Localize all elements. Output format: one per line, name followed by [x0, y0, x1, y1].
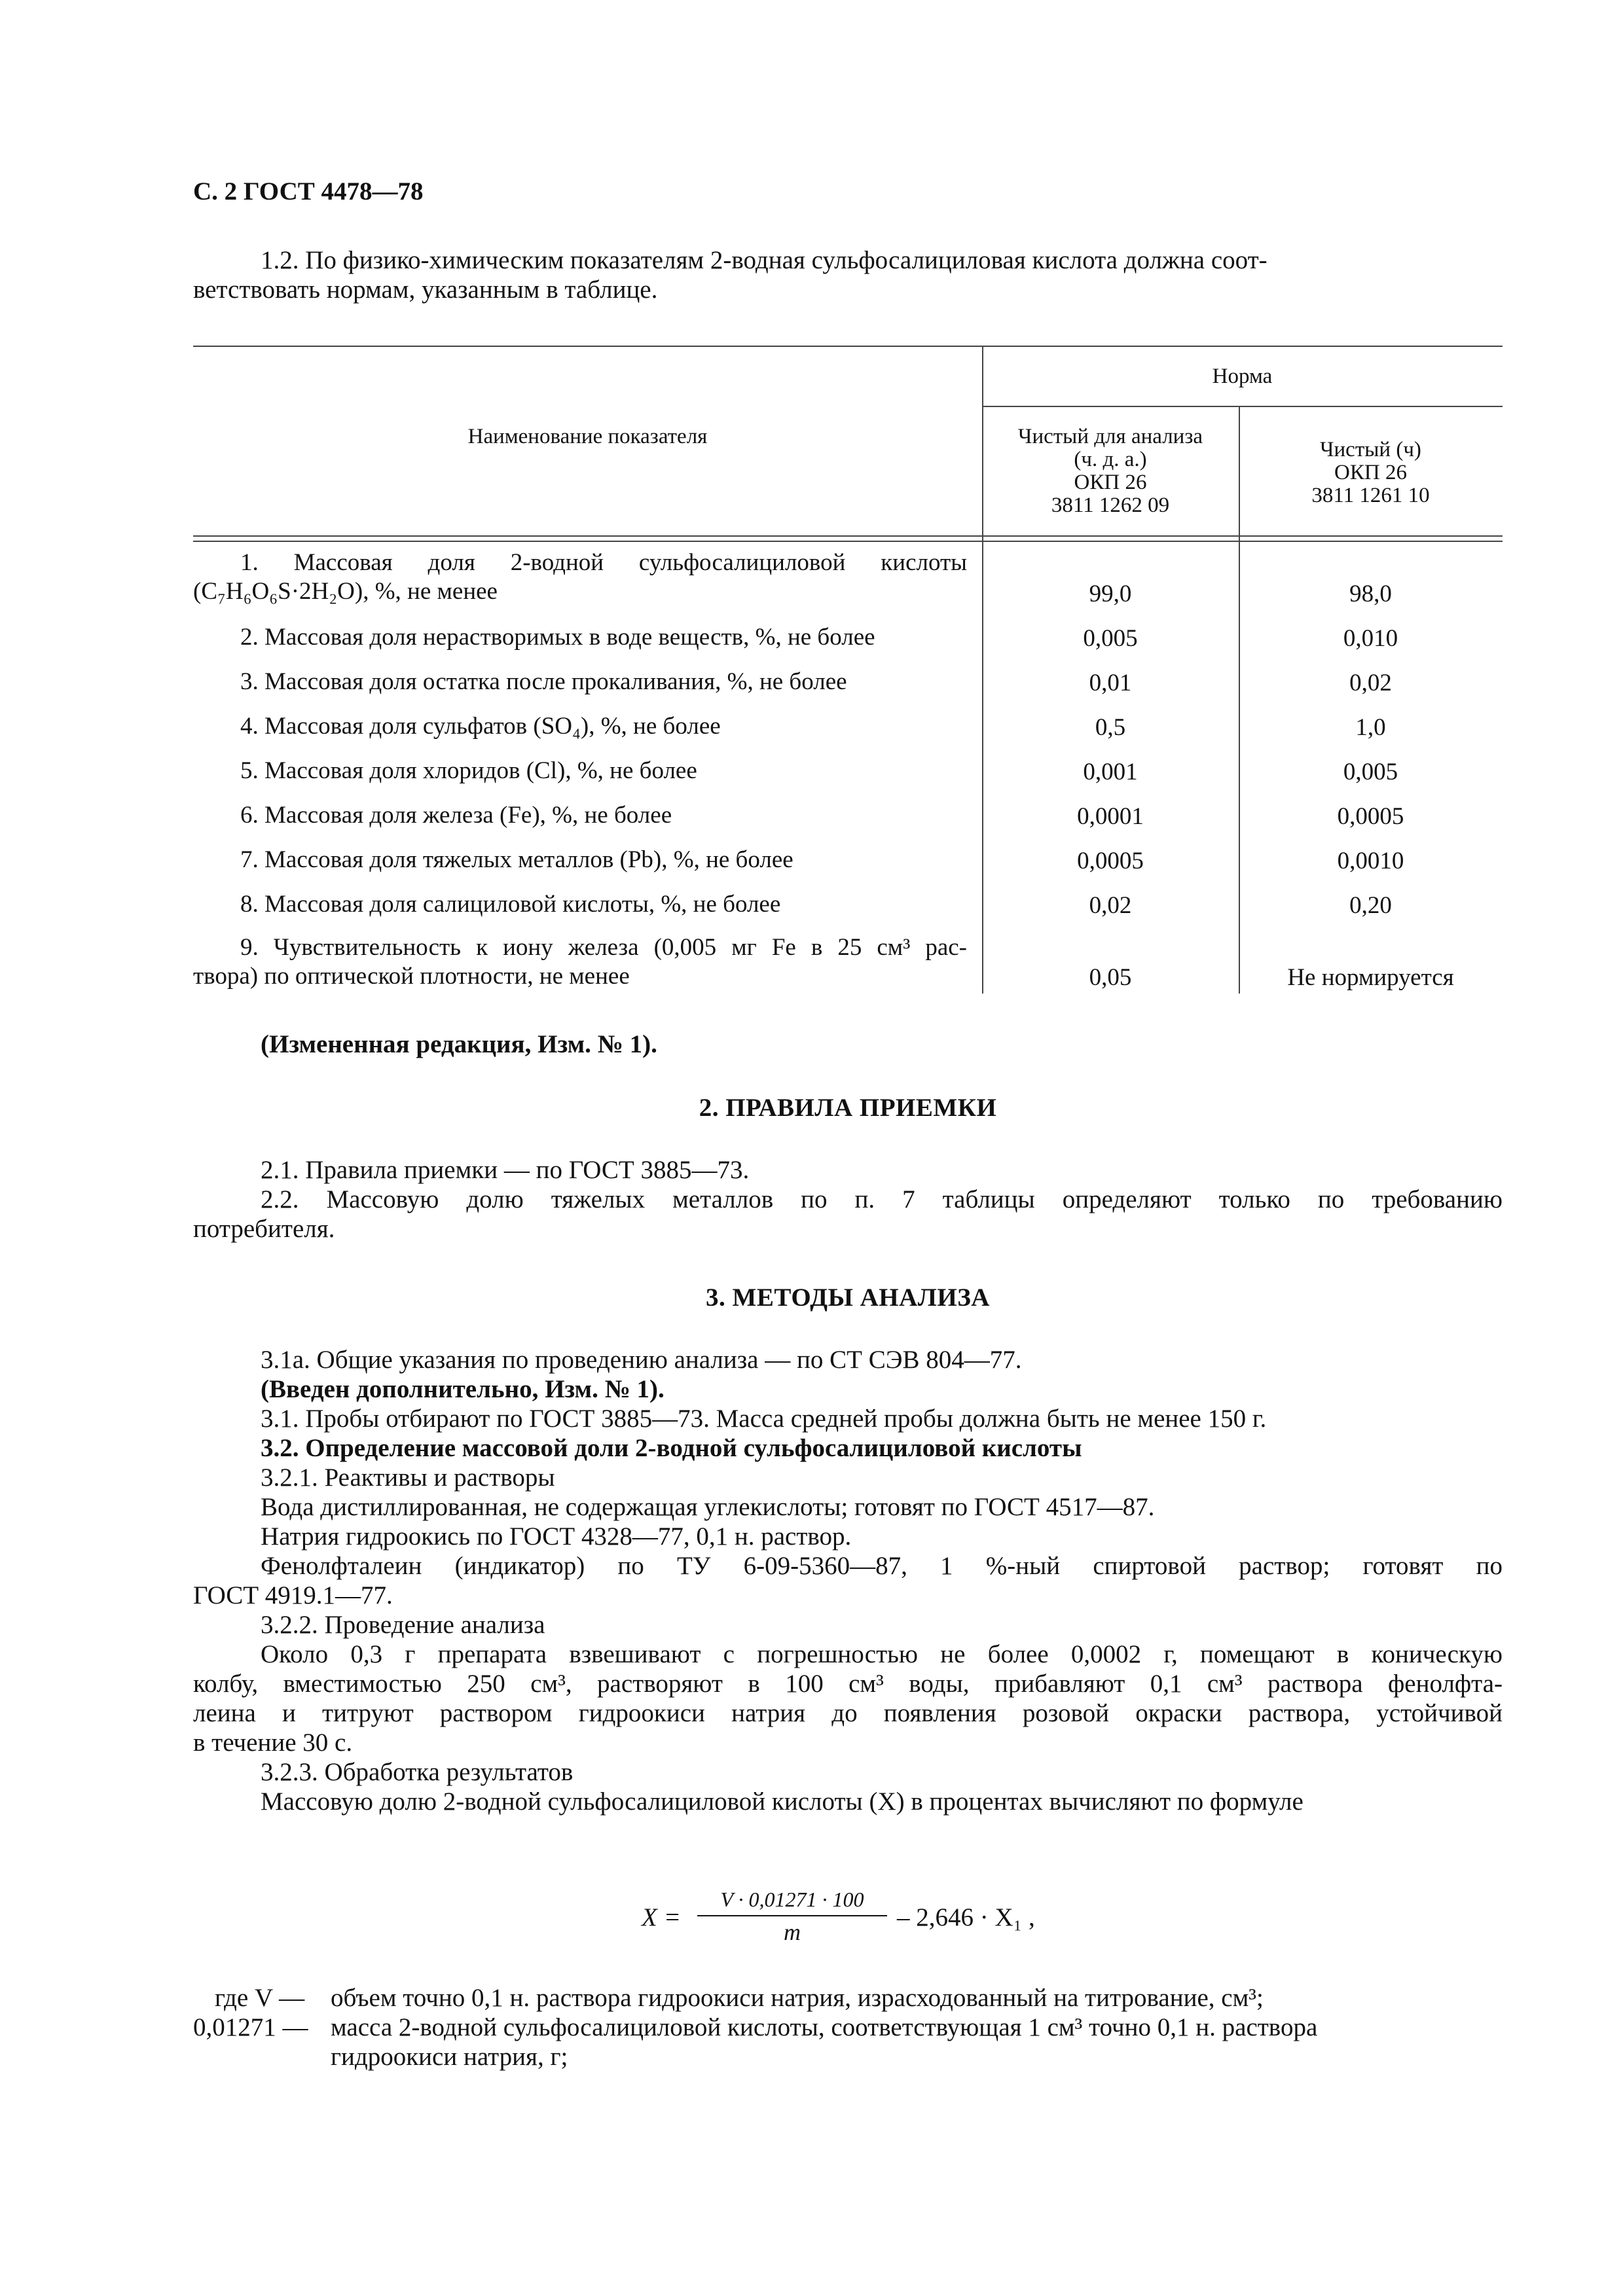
paragraph-line: в течение 30 с. [193, 1729, 353, 1757]
col-b-header [1239, 439, 1503, 507]
table-cell-a: 0,005 [1083, 625, 1138, 652]
where-key-2: 0,01271 — [193, 2013, 308, 2041]
table-cell-a: 0,0005 [1077, 848, 1144, 874]
where-text-line: гидроокиси натрия, г; [331, 2043, 568, 2071]
col-a-header-line: ОКП 26 [1074, 471, 1147, 494]
table-cell-a: 0,001 [1083, 759, 1138, 785]
col-b-header-line: ОКП 26 [1334, 461, 1407, 484]
paragraph-line: Около 0,3 г препарата взвешивают с погрешностью не более 0,0002 г, помещают в коническую [261, 1640, 1503, 1668]
formula-denominator: m [784, 1919, 801, 1945]
table-row-name: 5. Массовая доля хлоридов (Cl), %, не более [240, 757, 697, 784]
row-name-line: твора) по оптической плотности, не менее [193, 963, 630, 990]
paragraph-line: Вода дистиллированная, не содержащая углекислоты; готовят по ГОСТ 4517—87. [261, 1493, 1155, 1521]
norm-header-divider [982, 406, 1503, 407]
paragraph-2-1 [193, 1155, 1503, 1244]
col-b-header-line: Чистый (ч) [1320, 438, 1421, 461]
col-b-header-line: 3811 1261 10 [1311, 484, 1430, 507]
table-cell-b: 0,0010 [1337, 848, 1404, 874]
table-top-border [193, 346, 1503, 347]
norms-table [193, 346, 1503, 994]
table-row-name: 2. Массовая доля нерастворимых в воде веществ, %, не более [240, 624, 875, 651]
paragraph-line: колбу, вместимостью 250 см³, растворяют в 100 см³ воды, прибавляют 0,1 см³ раствора фенолфта- [193, 1670, 1503, 1698]
paragraph-line: (Введен дополнительно, Изм. № 1). [261, 1375, 665, 1403]
amendment-note: (Измененная редакция, Изм. № 1). [261, 1030, 657, 1058]
formula [642, 1886, 1113, 1958]
table-cell-a: 0,01 [1089, 670, 1132, 696]
intro-line-2: ветствовать нормам, указанным в таблице. [193, 276, 658, 304]
paragraph-line: Фенолфталеин (индикатор) по ТУ 6-09-5360—87, 1 %-ный спиртовой раствор; готовят по [261, 1552, 1503, 1580]
table-cell-b: 0,010 [1343, 625, 1398, 652]
table-cell-a: 0,0001 [1077, 803, 1144, 830]
col-a-header-line: Чистый для анализа [1018, 425, 1203, 448]
table-cell-b: 0,0005 [1337, 803, 1404, 830]
row-name-line: 1. Массовая доля 2-водной сульфосалициловой кислоты [240, 549, 967, 576]
paragraph-line: Натрия гидроокись по ГОСТ 4328—77, 0,1 н. раствор. [261, 1522, 852, 1551]
norm-header: Норма [1212, 365, 1273, 388]
table-row-name: 7. Массовая доля тяжелых металлов (Pb), %, не более [240, 846, 793, 873]
formula-numerator: V · 0,01271 · 100 [720, 1888, 864, 1911]
table-cell-a: 0,02 [1089, 892, 1132, 919]
intro-line-1: 1.2. По физико-химическим показателям 2-водная сульфосалициловая кислота должна соот- [261, 246, 1267, 274]
table-row-name: 4. Массовая доля сульфатов (SO₄), %, не более [240, 713, 721, 740]
table-row-name [193, 548, 967, 606]
paragraph-line: Массовую долю 2-водной сульфосалициловой кислоты (X) в процентах вычисляют по формуле [261, 1787, 1304, 1816]
paragraph-line: леина и титруют раствором гидроокиси натрия до появления розовой окраски раствора, устойчивой [193, 1699, 1503, 1727]
section-3-title: 3. МЕТОДЫ АНАЛИЗА [706, 1283, 990, 1312]
fraction-bar [697, 1915, 887, 1916]
section-2-title: 2. ПРАВИЛА ПРИЕМКИ [699, 1094, 997, 1122]
table-cell-a: 0,5 [1095, 714, 1126, 741]
formula-fraction [697, 1886, 887, 1945]
table-row-name: 8. Массовая доля салициловой кислоты, %, не более [240, 891, 781, 918]
table-cell-b: 1,0 [1355, 714, 1386, 741]
where-text-1: объем точно 0,1 н. раствора гидроокиси натрия, израсходованный на титрование, см³; [331, 1984, 1264, 2012]
table-row-name: 6. Массовая доля железа (Fe), %, не более [240, 802, 672, 829]
header-bottom-border-double [193, 541, 1503, 542]
table-cell-b: 0,005 [1343, 759, 1398, 785]
table-cell-b: Не нормируется [1287, 964, 1454, 991]
col-a-header-line: 3811 1262 09 [1051, 493, 1170, 517]
paragraph-line: потребителя. [193, 1215, 335, 1243]
paragraph-line: 3.2. Определение массовой доли 2-водной сульфосалициловой кислоты [261, 1434, 1082, 1462]
table-cell-b: 98,0 [1349, 581, 1392, 607]
col-name-header: Наименование показателя [467, 425, 708, 448]
row-name-line: (C₇H₆O₆S·2H₂O), %, не менее [193, 578, 498, 605]
page-header: С. 2 ГОСТ 4478—78 [193, 177, 424, 206]
col-a-header-line: (ч. д. а.) [1074, 448, 1147, 471]
formula-rest: – 2,646 · X₁ , [897, 1903, 1035, 1931]
paragraph-line: 3.1. Пробы отбирают по ГОСТ 3885—73. Масса средней пробы должна быть не менее 150 г. [261, 1405, 1267, 1433]
table-cell-b: 0,02 [1349, 670, 1392, 696]
row-name-line: 9. Чувствительность к иону железа (0,005 мг Fe в 25 см³ рас- [240, 934, 967, 961]
where-text-line: масса 2-водной сульфосалициловой кислоты, соответствующая 1 см³ точно 0,1 н. раствора [331, 2013, 1318, 2041]
table-cell-a: 0,05 [1089, 964, 1132, 991]
paragraph-line: 3.1а. Общие указания по проведению анализа — по СТ СЭВ 804—77. [261, 1346, 1022, 1374]
formula-lhs: X = [642, 1903, 681, 1931]
table-cell-a: 99,0 [1089, 581, 1132, 607]
col-a-header [982, 425, 1239, 517]
table-row-name: 3. Массовая доля остатка после прокаливания, %, не более [240, 668, 847, 695]
table-row-name [193, 933, 967, 991]
section-3-body [193, 1345, 1503, 1816]
table-cell-b: 0,20 [1349, 892, 1392, 919]
paragraph-line: ГОСТ 4919.1—77. [193, 1581, 393, 1609]
paragraph-line: 3.2.1. Реактивы и растворы [261, 1463, 555, 1492]
where-text-2 [331, 2013, 1503, 2072]
paragraph-line: 3.2.2. Проведение анализа [261, 1611, 545, 1639]
paragraph-line: 2.1. Правила приемки — по ГОСТ 3885—73. [261, 1156, 750, 1184]
intro-paragraph [193, 245, 1503, 304]
where-key-1: где V — [215, 1984, 305, 2012]
header-bottom-border [193, 535, 1503, 537]
paragraph-line: 3.2.3. Обработка результатов [261, 1758, 574, 1786]
paragraph-line: 2.2. Массовую долю тяжелых металлов по п. 7 таблицы определяют только по требованию [261, 1185, 1503, 1213]
